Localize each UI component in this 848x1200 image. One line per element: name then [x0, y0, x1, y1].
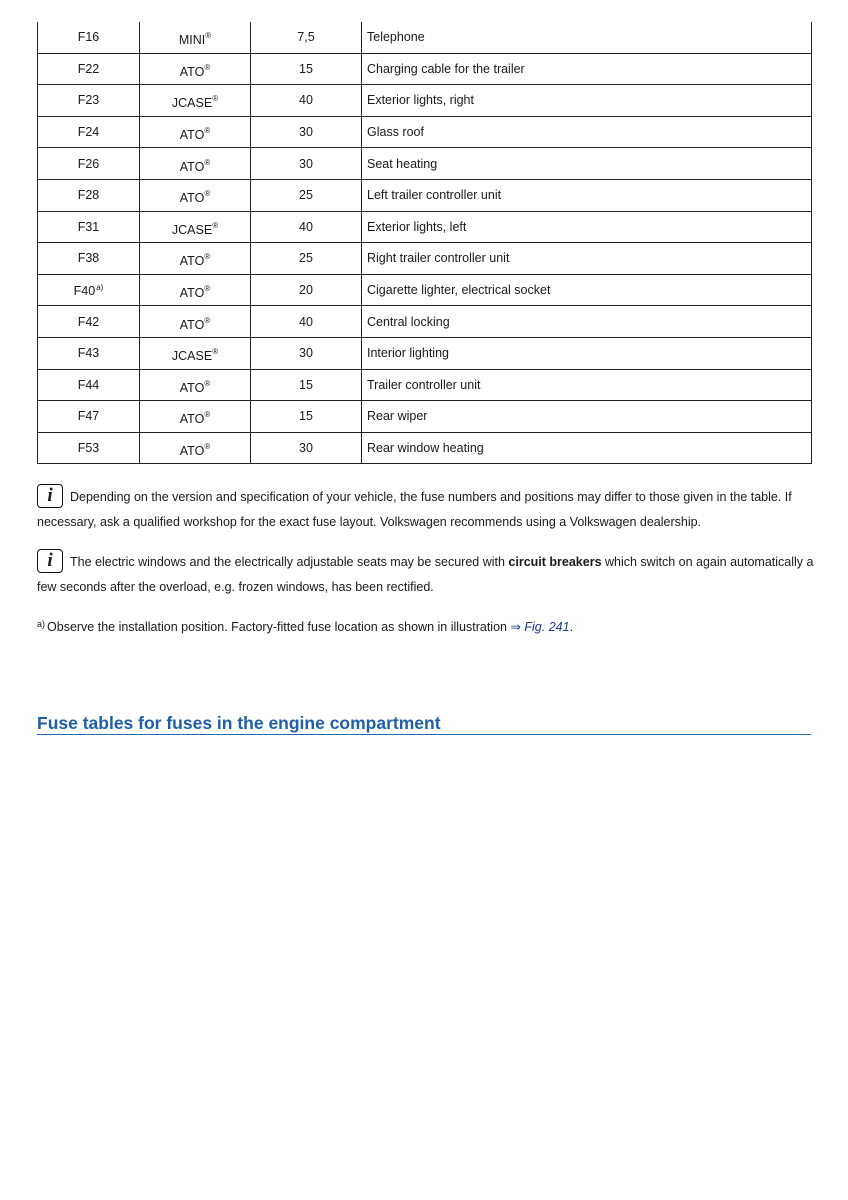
fuse-description: Right trailer controller unit: [367, 251, 510, 266]
fuse-amps-cell: [251, 306, 362, 338]
fuse-type-cell: [140, 179, 251, 211]
fuse-type: JCASE: [171, 349, 213, 364]
fuse-type-cell: [140, 432, 251, 464]
table-row: [38, 306, 812, 338]
registered-mark: ®: [204, 442, 211, 452]
footnote-ref: a): [96, 282, 104, 292]
fuse-table: [37, 22, 812, 464]
fuse-description: Exterior lights, left: [367, 219, 467, 234]
fuse-number: F26: [77, 156, 100, 171]
fuse-number: F28: [77, 188, 100, 203]
fuse-type-cell: [140, 401, 251, 433]
fuse-number-cell: [38, 401, 140, 433]
table-row: [38, 243, 812, 275]
fuse-number: F44: [77, 377, 100, 392]
fuse-type-cell: [140, 274, 251, 306]
fuse-amps-cell: [251, 243, 362, 275]
fuse-amps: 30: [299, 156, 313, 171]
info-icon: i: [37, 484, 63, 508]
fuse-number: F47: [77, 409, 100, 424]
fuse-table-body: [38, 22, 812, 464]
fuse-type: JCASE: [171, 96, 213, 111]
note-text-after: which switch on again automatically a few seconds after the overload, e.g. frozen windows, has been rectified.: [37, 555, 814, 594]
fuse-number: F42: [77, 314, 100, 329]
fuse-description: Glass roof: [367, 125, 424, 140]
fuse-amps: 30: [299, 441, 313, 456]
fuse-description-cell: [362, 22, 812, 53]
info-note-circuit-breakers: [37, 550, 817, 600]
fuse-type-cell: [140, 53, 251, 85]
fuse-number: F38: [77, 251, 100, 266]
fuse-number-cell: [38, 211, 140, 243]
table-row: [38, 148, 812, 180]
registered-mark: ®: [204, 284, 211, 294]
fuse-amps-cell: [251, 337, 362, 369]
fuse-amps: 15: [299, 61, 313, 76]
fuse-amps-cell: [251, 148, 362, 180]
fuse-description: Cigarette lighter, electrical socket: [367, 283, 551, 298]
registered-mark: ®: [204, 157, 211, 167]
table-row: [38, 22, 812, 53]
fuse-number-cell: [38, 369, 140, 401]
fuse-amps: 30: [299, 125, 313, 140]
fuse-number-cell: [38, 22, 140, 53]
fuse-type-cell: [140, 116, 251, 148]
registered-mark: ®: [204, 410, 211, 420]
fuse-amps: 25: [299, 188, 313, 203]
fuse-type-wrap: [179, 33, 211, 47]
registered-mark: ®: [212, 220, 219, 230]
fuse-amps-cell: [251, 22, 362, 53]
fuse-type-cell: [140, 337, 251, 369]
fuse-description: Rear wiper: [367, 409, 428, 424]
fuse-amps-cell: [251, 116, 362, 148]
fuse-description-cell: [362, 211, 812, 243]
fuse-type-wrap: [180, 412, 210, 426]
registered-mark: ®: [212, 347, 219, 357]
fuse-type-cell: [140, 369, 251, 401]
fuse-number: F24: [77, 125, 100, 140]
fuse-type: ATO: [179, 317, 205, 332]
fuse-amps: 25: [299, 251, 313, 266]
fuse-type: ATO: [179, 191, 205, 206]
registered-mark: ®: [204, 189, 211, 199]
info-note-fuse-layout: [37, 485, 817, 535]
fuse-type: ATO: [179, 444, 205, 459]
fuse-type-wrap: [180, 191, 210, 205]
fuse-type-cell: [140, 22, 251, 53]
fuse-amps: 30: [299, 346, 313, 361]
fuse-number: F31: [77, 219, 100, 234]
fuse-type: ATO: [179, 380, 205, 395]
registered-mark: ®: [204, 378, 211, 388]
fuse-description: Central locking: [367, 314, 450, 329]
fuse-amps: 40: [299, 219, 313, 234]
fuse-type: MINI: [178, 33, 206, 48]
table-row: [38, 85, 812, 117]
fuse-type-cell: [140, 306, 251, 338]
registered-mark: ®: [204, 315, 211, 325]
fuse-description-cell: [362, 53, 812, 85]
footnote-text: Observe the installation position. Factory-fitted fuse location as shown in illustration: [47, 620, 511, 634]
figure-link[interactable]: ⇒ Fig. 241: [510, 620, 570, 634]
fuse-amps-cell: [251, 179, 362, 211]
table-row: [38, 337, 812, 369]
fuse-amps-cell: [251, 85, 362, 117]
fuse-description-cell: [362, 306, 812, 338]
table-row: [38, 274, 812, 306]
fuse-type-wrap: [180, 286, 210, 300]
fuse-amps-cell: [251, 401, 362, 433]
fuse-type-wrap: [179, 62, 211, 79]
fuse-type: JCASE: [171, 222, 213, 237]
fuse-amps: 40: [299, 93, 313, 108]
fuse-amps-cell: [251, 53, 362, 85]
fuse-description-cell: [362, 401, 812, 433]
fuse-description-cell: [362, 243, 812, 275]
footnote-end: .: [569, 620, 574, 634]
fuse-description: Left trailer controller unit: [367, 188, 502, 203]
table-row: [38, 432, 812, 464]
fuse-number-cell: [38, 116, 140, 148]
fuse-number: F23: [77, 93, 100, 108]
footnote: [37, 619, 573, 634]
fuse-description: Exterior lights, right: [367, 93, 474, 108]
table-row: [38, 211, 812, 243]
section-heading: Fuse tables for fuses in the engine compartment: [37, 713, 811, 735]
fuse-type-wrap: [180, 254, 210, 268]
fuse-number-cell: [38, 179, 140, 211]
fuse-type-wrap: [179, 378, 211, 395]
fuse-description-cell: [362, 85, 812, 117]
table-row: [38, 116, 812, 148]
fuse-type-wrap: [179, 157, 211, 174]
fuse-description-cell: [362, 179, 812, 211]
fuse-type: ATO: [179, 64, 205, 79]
table-row: [38, 179, 812, 211]
fuse-type-cell: [140, 85, 251, 117]
fuse-number-cell: [38, 85, 140, 117]
fuse-number-cell: [38, 306, 140, 338]
fuse-number: F53: [77, 441, 100, 456]
fuse-number: F16: [77, 30, 100, 45]
fuse-amps-cell: [251, 274, 362, 306]
fuse-amps: 7,5: [297, 30, 315, 45]
fuse-description-cell: [362, 148, 812, 180]
fuse-description-cell: [362, 432, 812, 464]
fuse-type: ATO: [179, 412, 205, 427]
fuse-description-cell: [362, 116, 812, 148]
note-text-before: The electric windows and the electrically adjustable seats may be secured with: [70, 555, 509, 569]
fuse-type: ATO: [179, 159, 205, 174]
fuse-description-cell: [362, 369, 812, 401]
fuse-description: Rear window heating: [367, 441, 484, 456]
fuse-type-cell: [140, 243, 251, 275]
fuse-number-cell: [38, 243, 140, 275]
fuse-type-wrap: [172, 96, 218, 110]
registered-mark: ®: [212, 94, 219, 104]
fuse-number: F22: [77, 61, 100, 76]
fuse-amps: 15: [299, 409, 313, 424]
fuse-amps-cell: [251, 211, 362, 243]
fuse-number-cell: [38, 337, 140, 369]
fuse-amps: 15: [299, 377, 313, 392]
fuse-description: Telephone: [367, 30, 425, 45]
fuse-type: ATO: [179, 286, 205, 301]
fuse-type-cell: [140, 148, 251, 180]
fuse-type-wrap: [179, 315, 211, 332]
table-row: [38, 369, 812, 401]
note-text-bold: circuit breakers: [508, 555, 602, 569]
fuse-description: Charging cable for the trailer: [367, 61, 525, 76]
fuse-description: Trailer controller unit: [367, 377, 481, 392]
fuse-type: ATO: [179, 254, 205, 269]
table-row: [38, 53, 812, 85]
fuse-description: Seat heating: [367, 156, 438, 171]
fuse-number-cell: [38, 53, 140, 85]
fuse-type-wrap: [171, 220, 219, 237]
fuse-amps-cell: [251, 369, 362, 401]
fuse-amps-cell: [251, 432, 362, 464]
fuse-number: F43: [77, 346, 100, 361]
fuse-description-cell: [362, 337, 812, 369]
registered-mark: ®: [205, 31, 212, 41]
fuse-amps: 20: [299, 283, 313, 298]
fuse-type-wrap: [172, 349, 218, 363]
registered-mark: ®: [204, 126, 211, 136]
fuse-description-cell: [362, 274, 812, 306]
note-text: Depending on the version and specification of your vehicle, the fuse numbers and positions may differ to those given in the table. If necessary, ask a qualified workshop for the exact fuse layout. Volkswagen recommends using a Volkswagen dealership.: [37, 490, 792, 529]
fuse-number-cell: [38, 274, 140, 306]
fuse-number-cell: [38, 432, 140, 464]
fuse-description: Interior lighting: [367, 346, 449, 361]
footnote-marker: a): [37, 619, 46, 629]
fuse-amps: 40: [299, 314, 313, 329]
table-row: [38, 401, 812, 433]
registered-mark: ®: [204, 62, 211, 72]
fuse-number-cell: [38, 148, 140, 180]
info-icon: i: [37, 549, 63, 573]
fuse-type-wrap: [180, 128, 210, 142]
fuse-type-wrap: [180, 444, 210, 458]
registered-mark: ®: [204, 252, 211, 262]
fuse-type: ATO: [179, 128, 205, 143]
fuse-type-cell: [140, 211, 251, 243]
fuse-number: F40: [73, 283, 96, 298]
